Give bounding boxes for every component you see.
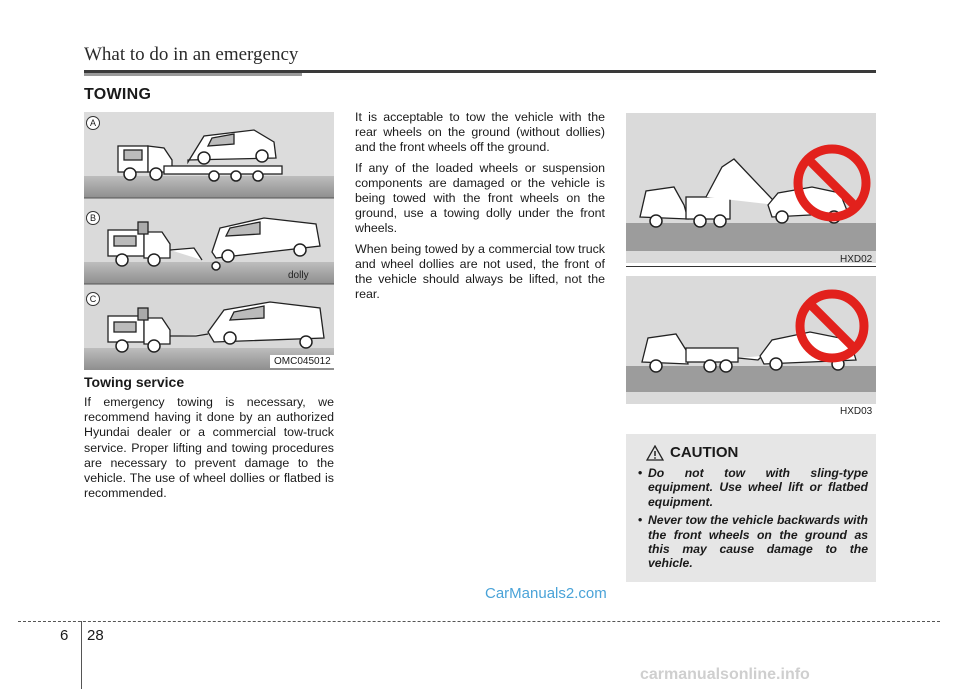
footer-vertical-rule: [81, 621, 82, 689]
incorrect-towing-drawing-bottom: [626, 276, 876, 404]
header-rule-accent: [84, 73, 302, 76]
paragraph-damaged-wheels: If any of the loaded wheels or suspension components are damaged or the vehicle is being towed with the front wheels on the ground, use a towing dolly under the front wheels.: [355, 160, 605, 236]
figure-code-top: HXD02: [840, 254, 873, 265]
caution-box: [626, 434, 876, 582]
section-title: TOWING: [84, 86, 152, 103]
incorrect-towing-illustration-bottom: [626, 276, 876, 404]
paragraph-commercial-tow: When being towed by a commercial tow truck and wheel dollies are not used, the front of the vehicle should always be lifted, not the rear.: [355, 241, 605, 302]
figure-code-bottom: HXD03: [840, 406, 873, 417]
warning-triangle-icon: [646, 445, 664, 461]
caution-list: [636, 466, 868, 575]
caution-item: • Do not tow with sling-type equipment. Use wheel lift or flatbed equipment.: [636, 466, 868, 509]
paragraph-rear-wheels: It is acceptable to tow the vehicle with the rear wheels on the ground (without dollies) and the front wheels off the ground.: [355, 110, 605, 155]
towing-service-paragraph: If emergency towing is necessary, we recommend having it done by an authorized Hyundai dealer or a commercial tow-truck service. Proper lifting and towing procedures are necessary to prevent damage to the vehicle. The use of wheel dollies or flatbed is recommended.: [84, 395, 334, 501]
dolly-label: dolly: [288, 270, 309, 281]
towing-details-column: [355, 110, 605, 302]
towing-methods-illustration: [84, 112, 334, 370]
incorrect-towing-illustration-top: [626, 113, 876, 263]
incorrect-towing-drawing-top: [626, 113, 876, 263]
caution-title: CAUTION: [670, 444, 739, 461]
carmanuals-watermark: CarManuals2.com: [485, 585, 607, 602]
subheading-towing-service: Towing service: [84, 374, 185, 390]
page-header-title: What to do in an emergency: [84, 44, 299, 65]
figure-code-left: OMC045012: [270, 355, 335, 368]
towing-methods-drawing: [84, 112, 334, 370]
caution-item: • Never tow the vehicle backwards with the front wheels on the ground as this may cause damage to the vehicle.: [636, 513, 868, 571]
page-number: 28: [87, 627, 104, 644]
panel-label-b: B: [86, 211, 100, 225]
footer-dashed-rule: [18, 621, 940, 622]
site-watermark: carmanualsonline.info: [640, 666, 810, 683]
panel-label-c: C: [86, 292, 100, 306]
chapter-number: 6: [60, 627, 69, 644]
panel-label-a: A: [86, 116, 100, 130]
figure-divider: [626, 266, 876, 267]
